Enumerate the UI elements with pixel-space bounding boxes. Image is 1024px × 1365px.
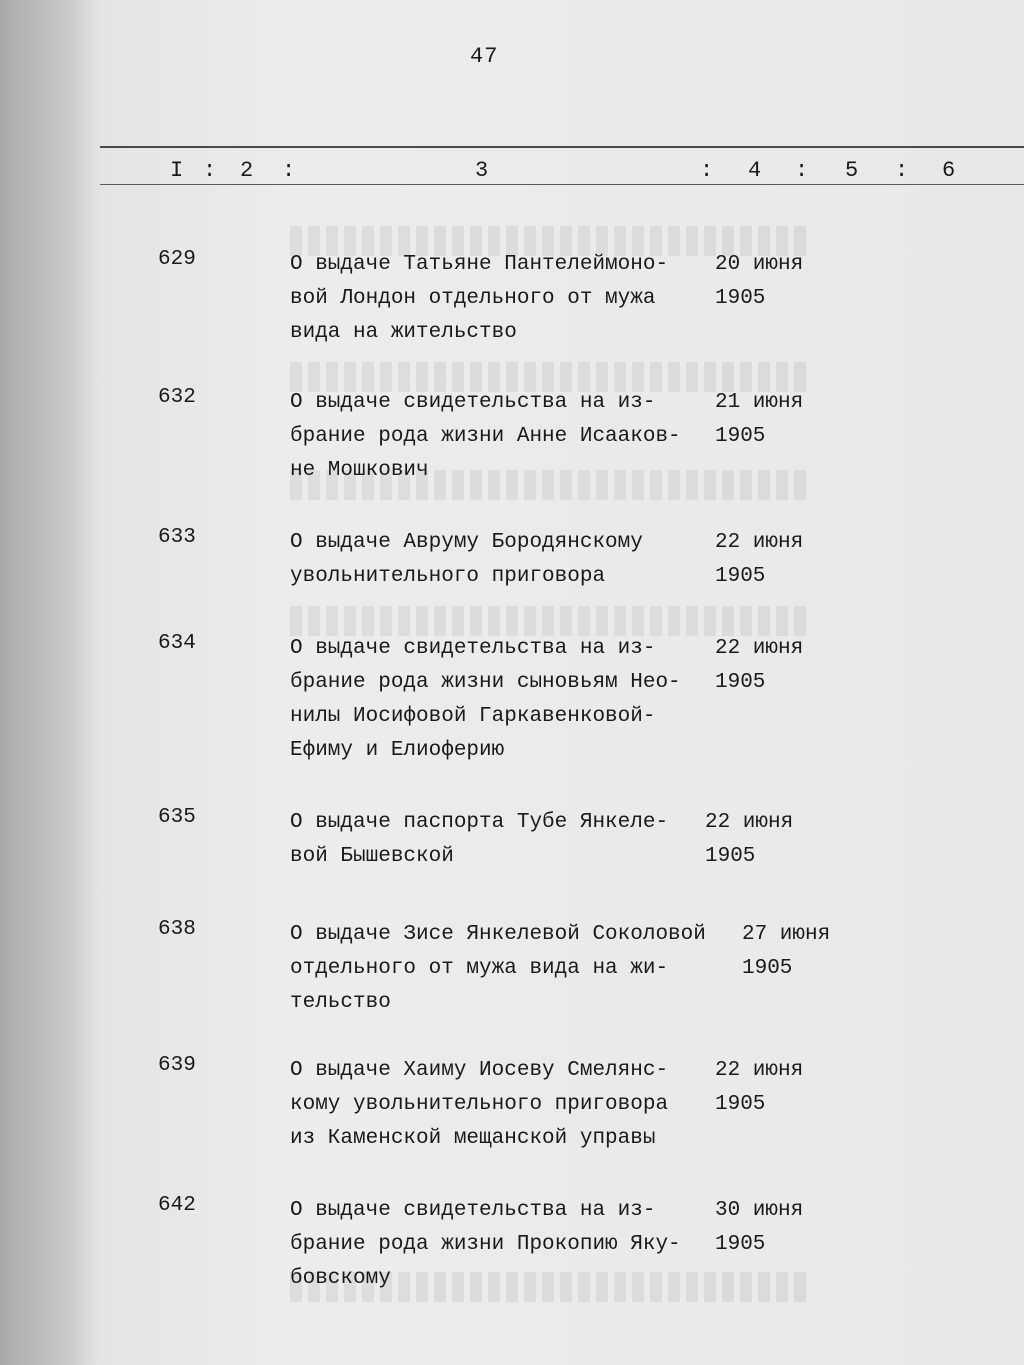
entry-date: 27 июня 1905 (742, 923, 831, 980)
entry-date: 22 июня 1905 (715, 531, 804, 588)
entry-date: 22 июня 1905 (715, 637, 804, 694)
column-separator: : (895, 158, 909, 183)
column-header-4: 4 (748, 158, 762, 183)
entry-description: О выдаче свидетельства на из- брание рода жизни Анне Исааков- не Мошкович (290, 391, 681, 482)
column-header-6: 6 (942, 158, 956, 183)
header-bottom-rule (100, 184, 1024, 185)
entry-number: 639 (158, 1054, 196, 1077)
binding-shadow (0, 0, 100, 1365)
entry-number: 638 (158, 918, 196, 941)
entry-description: О выдаче Зисе Янкелевой Соколовой отдельного от мужа вида на жи- тельство (290, 923, 706, 1014)
column-header-2: 2 (240, 158, 254, 183)
page-number: 47 (470, 44, 499, 69)
entry-number: 629 (158, 248, 196, 271)
entry-description: О выдаче паспорта Тубе Янкеле- вой Бышевской (290, 811, 669, 868)
entry-number: 635 (158, 806, 196, 829)
entry-number: 632 (158, 386, 196, 409)
entry-date: 20 июня 1905 (715, 253, 804, 310)
entry-number: 633 (158, 526, 196, 549)
column-separator: : (282, 158, 296, 183)
column-separator: : (795, 158, 809, 183)
entry-number: 642 (158, 1194, 196, 1217)
column-separator: : (700, 158, 714, 183)
column-header-1: I (170, 158, 184, 183)
column-header-5: 5 (845, 158, 859, 183)
column-separator: : (203, 158, 217, 183)
entry-date: 22 июня 1905 (715, 1059, 804, 1116)
entry-number: 634 (158, 632, 196, 655)
entry-description: О выдаче Татьяне Пантелеймоно- вой Лондон отдельного от мужа вида на жительство (290, 253, 669, 344)
entry-date: 30 июня 1905 (715, 1199, 804, 1256)
entry-description: О выдаче Авруму Бородянскому увольнительного приговора (290, 531, 643, 588)
entry-date: 22 июня 1905 (705, 811, 794, 868)
entry-description: О выдаче Хаиму Иосеву Смелянс- кому увольнительного приговора из Каменской мещанской управы (290, 1059, 669, 1150)
entry-date: 21 июня 1905 (715, 391, 804, 448)
header-top-rule (100, 146, 1024, 148)
column-header-3: 3 (475, 158, 489, 183)
entry-description: О выдаче свидетельства на из- брание рода жизни сыновьям Нео- нилы Иосифовой Гаркавенковой- Ефиму и Елиоферию (290, 637, 681, 762)
entry-description: О выдаче свидетельства на из- брание рода жизни Прокопию Яку- бовскому (290, 1199, 681, 1290)
